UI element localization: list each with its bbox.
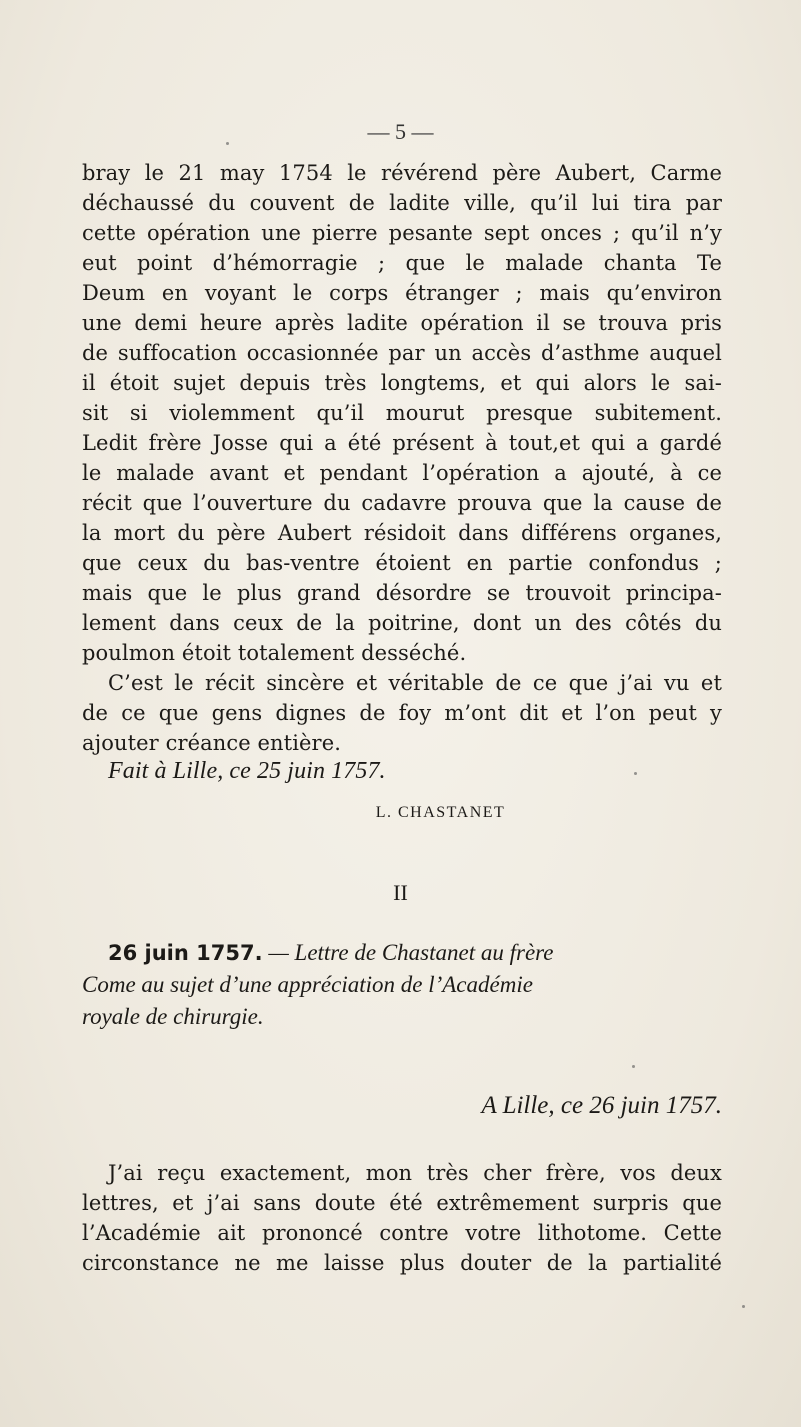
heading-line-2: Come au sujet d’une appréciation de l’Académie [82, 972, 533, 997]
paper-speck [632, 1065, 635, 1068]
heading-line-3: royale de chirurgie. [82, 1004, 264, 1029]
letter-place-date: A Lille, ce 26 juin 1757. [481, 1092, 722, 1119]
text-line: une demi heure après ladite opération il se trouva pris [82, 311, 722, 335]
text-line: il étoit sujet depuis très longtems, et qui alors le sai- [82, 371, 722, 395]
heading-date: 26 juin 1757. [108, 941, 263, 965]
section-heading [82, 937, 722, 1033]
text-line: déchaussé du couvent de ladite ville, qu’il lui tira par [82, 191, 722, 215]
text-line: la mort du père Aubert résidoit dans différens organes, [82, 521, 722, 545]
closing-place-date [82, 756, 722, 786]
text-line: bray le 21 may 1754 le révérend père Aubert, Carme [82, 161, 722, 185]
section-number: II [393, 880, 408, 905]
paragraph-2 [82, 668, 722, 758]
text-line: poulmon étoit totalement desséché. [82, 641, 467, 665]
text-line: ajouter créance entière. [82, 731, 341, 755]
text-line: lettres, et j’ai sans doute été extrêmement surpris que [82, 1191, 722, 1215]
text-line: de ce que gens dignes de foy m’ont dit et l’on peut y [82, 701, 722, 725]
text-line: eut point d’hémorragie ; que le malade chanta Te [82, 251, 722, 275]
text-line: que ceux du bas-ventre étoient en partie confondus ; [82, 551, 722, 575]
page-number: — 5 — [367, 119, 434, 144]
heading-title-part: — Lettre de Chastanet au frère [262, 940, 554, 965]
text-line: Deum en voyant le corps étranger ; mais qu’environ [82, 281, 722, 305]
text-line: mais que le plus grand désordre se trouvoit principa- [82, 581, 722, 605]
paper-speck [634, 772, 637, 775]
place-date: Fait à Lille, ce 25 juin 1757. [108, 758, 386, 784]
text-line: l’Académie ait prononcé contre votre lithotome. Cette [82, 1221, 722, 1245]
text-line: récit que l’ouverture du cadavre prouva que la cause de [82, 491, 722, 515]
text-line: sit si violemment qu’il mourut presque subitement. [82, 401, 722, 425]
text-line: cette opération une pierre pesante sept onces ; qu’il n’y [82, 221, 722, 245]
signature-text: L. CHASTANET [375, 804, 506, 821]
signature [0, 804, 801, 822]
paragraph-1 [82, 158, 722, 668]
paper-speck [742, 1305, 745, 1308]
text-line: circonstance ne me laisse plus douter de la partialité [82, 1251, 722, 1275]
letter-body [82, 1158, 722, 1278]
paper-speck [226, 142, 229, 145]
text-line: Ledit frère Josse qui a été présent à tout,et qui a gardé [82, 431, 722, 455]
text-line: lement dans ceux de la poitrine, dont un des côtés du [82, 611, 722, 635]
text-line: J’ai reçu exactement, mon très cher frère, vos deux [108, 1161, 722, 1185]
text-line: de suffocation occasionnée par un accès d’asthme auquel [82, 341, 722, 365]
text-line: le malade avant et pendant l’opération a ajouté, à ce [82, 461, 722, 485]
heading-line-1 [82, 937, 722, 969]
text-line: C’est le récit sincère et véritable de ce que j’ai vu et [108, 671, 722, 695]
